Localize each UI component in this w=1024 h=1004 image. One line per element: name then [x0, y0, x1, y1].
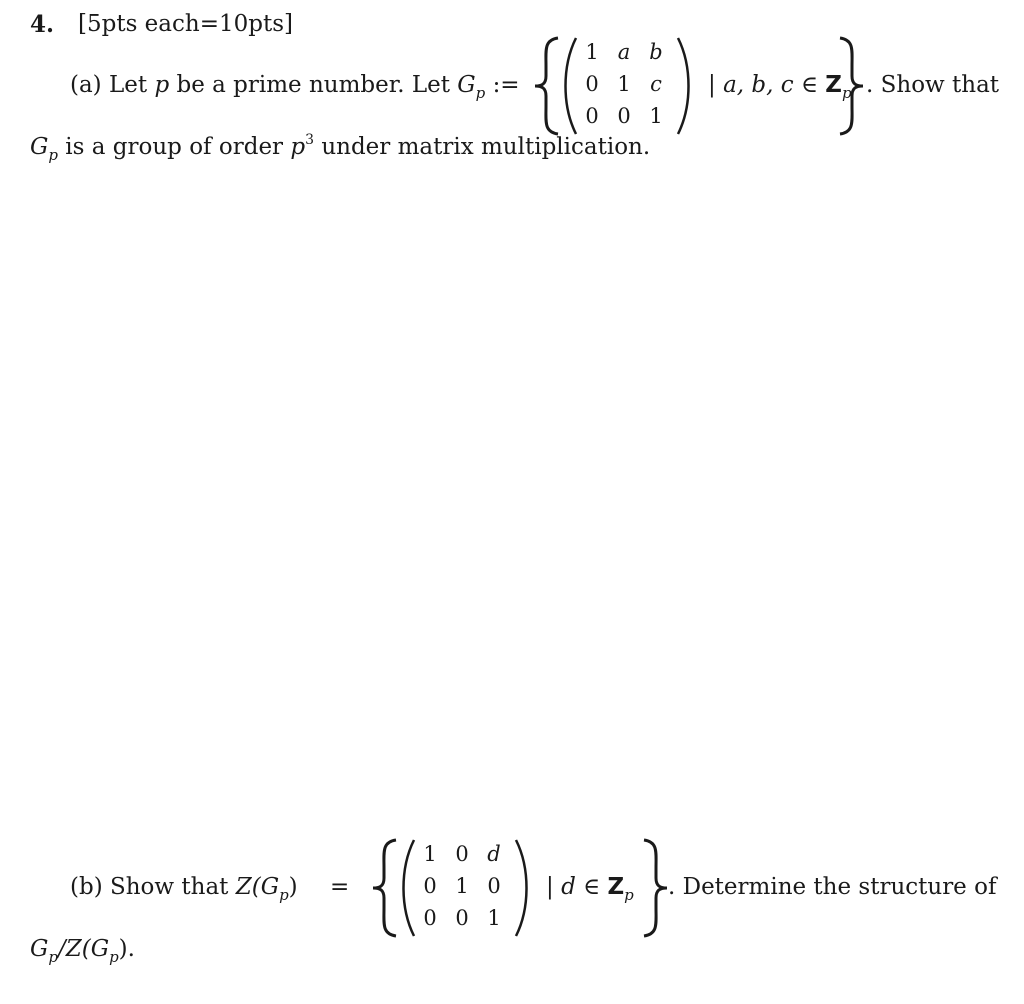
center-subscript: p	[279, 886, 289, 904]
matrix-a-cell: c	[650, 71, 662, 96]
problem-number: 4.	[30, 11, 55, 38]
matrix-a-cell: 1	[585, 39, 599, 64]
matrix-a	[576, 36, 672, 132]
right-brace-a	[836, 36, 866, 136]
quotient-slash: /Z(G	[57, 936, 110, 962]
right-paren-a	[674, 36, 694, 136]
left-brace-b	[370, 838, 400, 938]
matrix-b-cell: 1	[455, 873, 469, 898]
group-symbol: G	[457, 72, 476, 98]
right-paren-b	[512, 838, 532, 938]
integers-mod-p: Z	[607, 874, 625, 900]
part-b-label: (b)	[70, 874, 103, 900]
determine-text: . Determine the structure of	[668, 874, 997, 900]
matrix-a-cell: b	[649, 39, 663, 64]
matrix-a-cell: a	[617, 39, 631, 64]
group-symbol: G	[30, 134, 49, 160]
center-close: )	[288, 874, 298, 900]
quotient-subscript: p	[48, 948, 58, 966]
part-a-line1	[70, 72, 520, 102]
condition-bar: |	[708, 72, 716, 98]
matrix-a-cell: 1	[649, 103, 663, 128]
matrix-b-cell: 0	[455, 905, 469, 930]
integers-subscript: p	[841, 84, 852, 102]
show-that-a: . Show that	[866, 72, 1000, 98]
part-b-line1	[70, 874, 298, 904]
matrix-a-cell: 0	[585, 103, 599, 128]
matrix-b-cell: 1	[487, 905, 501, 930]
condition-var: d	[561, 874, 576, 900]
points-label: [5pts each=10pts]	[78, 11, 293, 37]
matrix-a-cell: 0	[617, 103, 631, 128]
part-a-intro: Let	[108, 72, 148, 98]
group-subscript: p	[475, 84, 486, 102]
part-b-line2	[30, 936, 135, 966]
quotient-group: G	[30, 936, 49, 962]
integers-mod-p: Z	[825, 72, 842, 98]
part-b-show-that: Show that	[109, 874, 229, 900]
p-cubed-exponent: 3	[305, 132, 315, 148]
matrix-b-cell: 1	[423, 841, 437, 866]
part-a-prime-text: be a prime number. Let	[176, 72, 450, 98]
part-a-line2	[30, 132, 651, 164]
condition-b	[546, 874, 634, 904]
condition-vars: a, b, c	[723, 72, 794, 98]
quotient-subscript-2: p	[109, 948, 119, 966]
matrix-b-cell: d	[487, 841, 501, 866]
matrix-b-cell: 0	[423, 873, 437, 898]
matrix-b-cell: 0	[423, 905, 437, 930]
matrix-b-cell: 0	[455, 841, 469, 866]
condition-bar: |	[546, 874, 554, 900]
p-cubed-base: p	[290, 134, 306, 160]
quotient-end: ).	[118, 936, 135, 962]
element-of: ∈	[800, 72, 818, 98]
var-p: p	[154, 72, 170, 98]
equals-sign: =	[330, 874, 350, 900]
group-subscript: p	[48, 146, 58, 164]
part-a-label: (a)	[70, 72, 102, 98]
integers-subscript: p	[624, 886, 634, 904]
right-brace-b	[640, 838, 670, 938]
left-brace-a	[532, 36, 562, 136]
matrix-a-cell: 0	[585, 71, 599, 96]
center-symbol: Z(G	[235, 874, 280, 900]
condition-a	[708, 72, 852, 102]
assign-symbol: :=	[492, 72, 520, 98]
line2-end: under matrix multiplication.	[321, 134, 651, 160]
element-of: ∈	[583, 874, 601, 900]
matrix-b	[414, 838, 510, 934]
matrix-a-cell: 1	[617, 71, 631, 96]
matrix-b-cell: 0	[487, 873, 501, 898]
line2-text: is a group of order	[65, 134, 284, 160]
